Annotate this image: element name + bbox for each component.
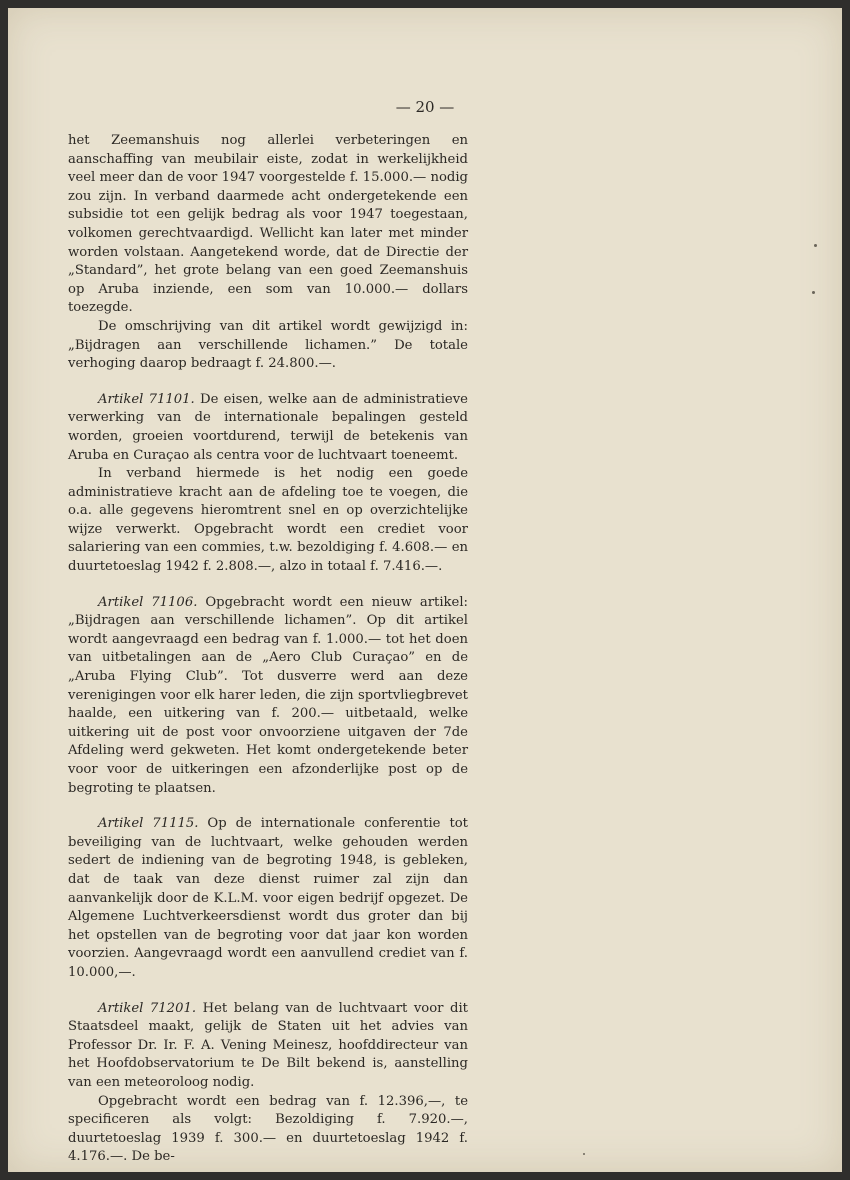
paragraph — [68, 1000, 468, 1093]
body-text — [68, 132, 468, 1167]
paragraph — [68, 132, 468, 318]
paragraph — [68, 318, 468, 374]
paragraph-text: Het belang van de luchtvaart voor dit Staatsdeel maakt, gelijk de Staten uit het advies van Professor Dr. Ir. F. A. Vening Meinesz, hoofddirecteur van het Hoofdobservatorium te De Bilt bekend is, aanstelling van een meteoroloog nodig. — [68, 1000, 468, 1090]
article-label: Artikel 71106. — [98, 594, 198, 610]
paragraph — [68, 391, 468, 465]
paper-speck — [814, 244, 817, 247]
article-label: Artikel 71101. — [98, 391, 195, 407]
paragraph-text: De omschrijving van dit artikel wordt gewijzigd in: „Bijdragen aan verschillende lichamen.” De totale verhoging daarop bedraagt f. 24.800.—. — [68, 318, 468, 372]
document-page — [8, 8, 842, 1172]
paper-speck — [812, 291, 815, 294]
paragraph — [68, 465, 468, 577]
article-label: Artikel 71115. — [98, 816, 199, 832]
paragraph-text: Op de internationale conferentie tot beveiliging van de luchtvaart, welke gehouden werden sedert de indiening van de begroting 1948, is gebleken, dat de taak van deze dienst ruimer zal zijn dan aanvankelijk door de K.L.M. voor eigen bedrijf opgezet. De Algemene Luchtverkeersdienst wordt dus groter dan bij het opstellen van de begroting voor dat jaar kon worden voorzien. Aangevraagd wordt een aanvullend crediet van f. 10.000,—. — [68, 816, 468, 980]
paragraph — [68, 1093, 468, 1167]
paragraph-text: In verband hiermede is het nodig een goede administratieve kracht aan de afdeling toe te voegen, die o.a. alle gegevens hieromtrent snel en op overzichtelijke wijze verwerkt. Opgebracht wordt een crediet voor salariering van een commies, t.w. bezoldiging f. 4.608.— en duurtetoeslag 1942 f. 2.808.—, alzo in totaal f. 7.416.—. — [68, 466, 468, 575]
paragraph — [68, 815, 468, 982]
page-number: — 20 — — [395, 98, 455, 116]
paragraph-text: Opgebracht wordt een nieuw artikel: „Bijdragen aan verschillende lichamen”. Op dit artikel wordt aangevraagd een bedrag van f. 1.000.— tot het doen van uitbetalingen aan de „Aero Club Curaçao” en de „Aruba Flying Club”. Tot dusverre werd aan deze verenigingen voor elk harer leden, die zijn sportvliegbrevet haalde, een uitkering van f. 200.— uitbetaald, welke uitkering uit de post voor onvoorziene uitgaven der 7de Afdeling werd gekweten. Het komt ondergetekende beter voor voor de uitkeringen een afzonderlijke post op de begroting te plaatsen. — [68, 594, 468, 796]
article-label: Artikel 71201. — [98, 1000, 197, 1016]
paper-speck — [583, 1153, 585, 1155]
paragraph-text: Opgebracht wordt een bedrag van f. 12.396,—, te specificeren als volgt: Bezoldiging f. 7.920.—, duurtetoeslag 1939 f. 300.— en duurtetoeslag 1942 f. 4.176.—. De be- — [68, 1093, 468, 1165]
paragraph-text: het Zeemanshuis nog allerlei verbeteringen en aanschaffing van meubilair eiste, zodat in werkelijkheid veel meer dan de voor 1947 voorgestelde f. 15.000.— nodig zou zijn. In verband daarmede acht ondergetekende een subsidie tot een gelijk bedrag als voor 1947 toegestaan, volkomen gerechtvaardigd. Wellicht kan later met minder worden volstaan. Aangetekend worde, dat de Directie der „Standard”, het grote belang van een goed Zeemanshuis op Aruba inziende, een som van 10.000.— dollars toezegde. — [68, 133, 468, 316]
paragraph — [68, 594, 468, 799]
paragraph-text: De eisen, welke aan de administratieve verwerking van de internationale bepalingen gesteld worden, groeien voortdurend, terwijl de betekenis van Aruba en Curaçao als centra voor de luchtvaart toeneemt. — [68, 391, 468, 463]
